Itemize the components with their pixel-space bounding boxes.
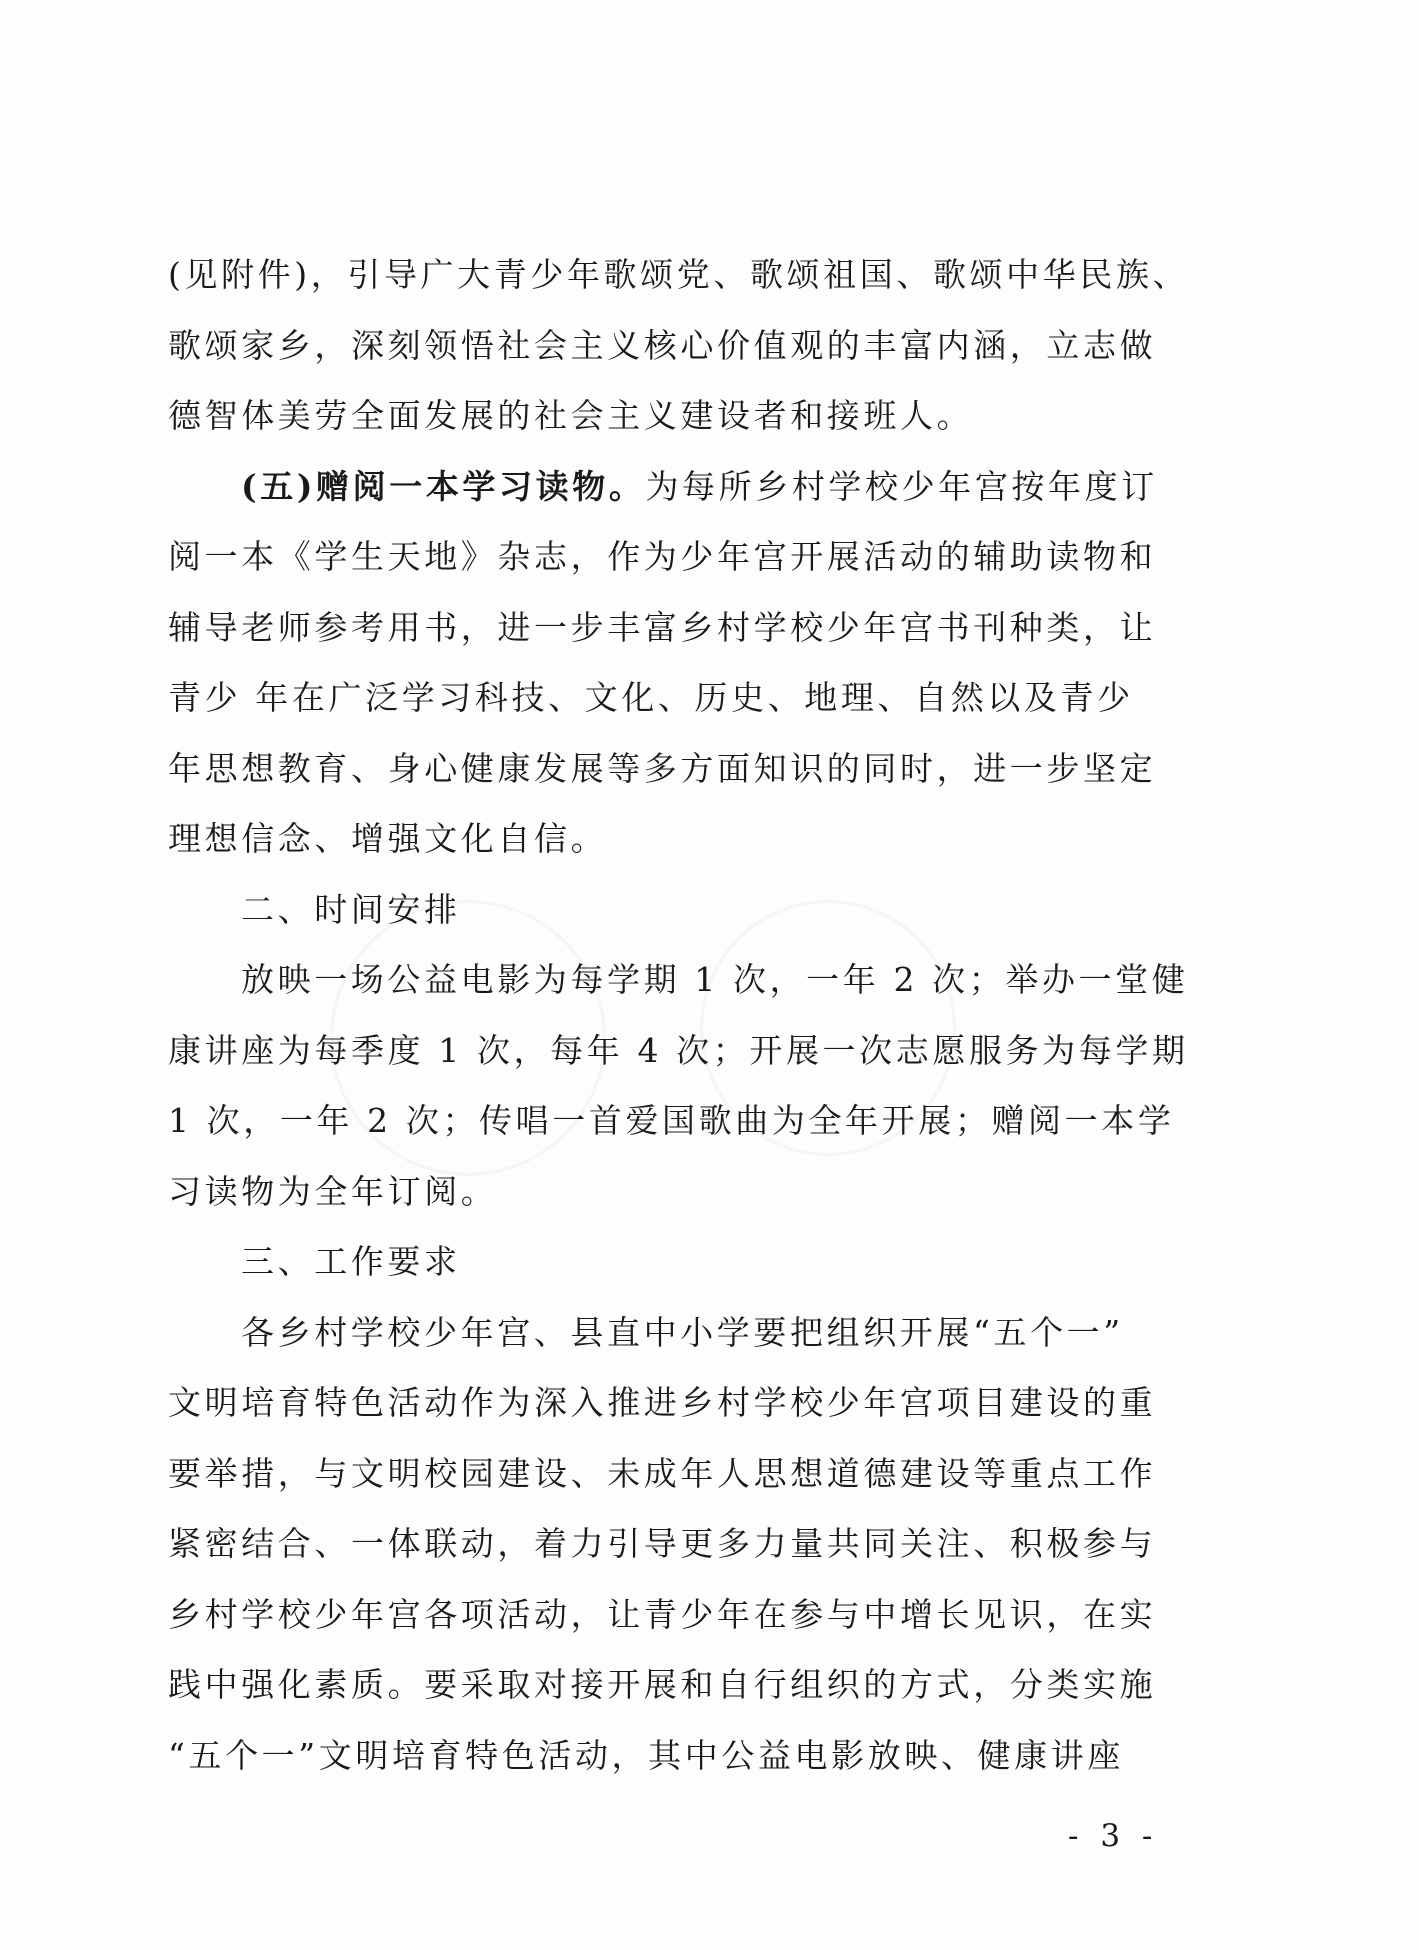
section-5-text: 为每所乡村学校少年宫按年度订: [645, 466, 1158, 506]
text-line: 辅导老师参考用书，进一步丰富乡村学校少年宫书刊种类，让: [168, 607, 1157, 647]
text-line: 放映一场公益电影为每学期 1 次，一年 2 次；举办一堂健: [241, 960, 1189, 999]
text-line: 1 次，一年 2 次；传唱一首爱国歌曲为全年开展；赠阅一本学: [168, 1101, 1175, 1140]
page-number: - 3 -: [1068, 1818, 1159, 1854]
text-line: 康讲座为每季度 1 次，每年 4 次；开展一次志愿服务为每学期: [168, 1030, 1189, 1070]
section-heading-requirements: 三、工作要求: [241, 1242, 461, 1281]
text-line: 阅一本《学生天地》杂志，作为少年宫开展活动的辅助读物和: [168, 537, 1157, 576]
text-line: 歌颂家乡，深刻领悟社会主义核心价值观的丰富内涵，立志做: [168, 325, 1157, 365]
text-line: 习读物为全年订阅。: [168, 1171, 498, 1211]
text-line: “五个一”文明培育特色活动，其中公益电影放映、健康讲座: [168, 1735, 1124, 1775]
text-line: 要举措，与文明校园建设、未成年人思想道德建设等重点工作: [168, 1453, 1157, 1493]
section-heading-schedule: 二、时间安排: [241, 889, 461, 929]
text-line: 乡村学校少年宫各项活动，让青少年在参与中增长见识，在实: [168, 1594, 1157, 1634]
section-5-heading: (五)赠阅一本学习读物。: [241, 466, 646, 506]
document-body: [168, 240, 1188, 1791]
text-line: 德智体美劳全面发展的社会主义建设者和接班人。: [168, 396, 974, 435]
text-line: 年思想教育、身心健康发展等多方面知识的同时，进一步坚定: [168, 748, 1157, 788]
text-line: 文明培育特色活动作为深入推进乡村学校少年宫项目建设的重: [168, 1383, 1157, 1422]
text-line: 理想信念、增强文化自信。: [168, 819, 608, 858]
text-line: 各乡村学校少年宫、县直中小学要把组织开展“五个一”: [241, 1312, 1124, 1352]
text-line: (见附件)，引导广大青少年歌颂党、歌颂祖国、歌颂中华民族、: [168, 255, 1190, 294]
text-line: 青少 年在广泛学习科技、文化、历史、地理、自然以及青少: [168, 678, 1134, 717]
text-line: 紧密结合、一体联动，着力引导更多力量共同关注、积极参与: [168, 1524, 1157, 1563]
text-line: 践中强化素质。要采取对接开展和自行组织的方式，分类实施: [168, 1665, 1157, 1704]
section-5-line: [168, 452, 1188, 523]
